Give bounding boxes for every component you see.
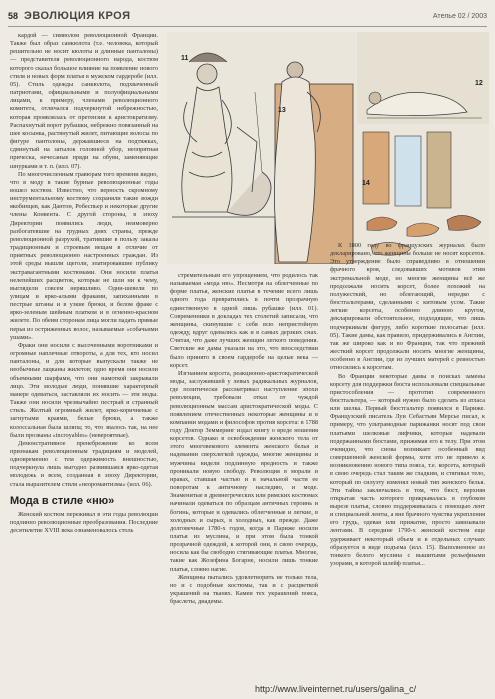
section-title: ЭВОЛЮЦИЯ КРОЯ: [24, 10, 131, 22]
paragraph: Демонстративное пренебрежение ко всем признакам революционным традициям и моделей, одновременно с тем одержимость внешностью, подчеркнула лишь выгодно развившаяся ярко-одетая молодежь и всем, созданная в эпоху Директории, стала выразителем стиля «неоромантизма» (илл. 06).: [10, 439, 158, 488]
issue-label: Ателье 02 / 2003: [432, 12, 487, 20]
paragraph: К 1800 году во французских журналах было декларировано, что женщины больше не носят корсетов. Это утверждение было справедливо в отношении фрачного кроя, следовавших мотивов этим экстремальной моде, но многие женщины всё же продолжали носить корсет, более похожий на полужесткий, но облегающий, нередко с бюстгальтерами, сделанными с китовым усом. Такие легкие корсеты, особенно длиною кругом, декларировали обстоятельное, подходящие, что лишь подчеркивали фигуру, либо короткие полосатые (илл. 05). Такие дамы, как правило, придерживались в Англии, так же широко как и во Франции, так что прежний жесткий корсет продолжали носить многие женщины, особенно в Англии, где из лучших матерей с ревностью относились к корсетам.: [330, 242, 485, 372]
text-column-1: [10, 32, 158, 692]
figure-label: 12: [475, 80, 483, 87]
paragraph: Фраки они носили с высоченными воротниками и огромные наплечные отвороты, а для тех, кто носил панталоны, и для которые выпускали также не необычные лацканы жилетов; одно время они носили объемными шарфами, что они намоткой закрывали лицо. Эти молодые люди, понявшие характерный манере одеваться, заставляли их носить — эти моды. Также они носили чрезвычайно пестрый и странный стиль. Желтый огромный жилет, ярко-коричневые с загнутыми краями, белые брюки, а также колоссальная была шляпа; то, что звалось так, на нее были прозваны «incroyables» (невероятные).: [10, 341, 158, 439]
source-url-watermark: http://www.liveinternet.ru/users/galina_c/: [255, 684, 417, 694]
figure-label: 13: [278, 107, 286, 114]
text-column-2: [170, 272, 318, 692]
page-number: 58: [8, 11, 19, 21]
figure-label: 11: [181, 55, 189, 62]
paragraph: Изгнанием корсета, реакционно-аристократической моды, заслужившей у левых радикальных журналов, где политически рассматривал наступление эпохи революции, требовали отказ от чуждой революционным массам аристократической моды. С появлением отечественных некоторые женщины и в компании модами и философов против корсета: в 1788 году Доктор Земмеринг издал книгу о вреде ношения корсетов. Однако в освобождении женского тела от этого многовекового элемента женского белья и надевании сверхлегкой одежды, многие женщины и мужчины видели подлинную вредность и также проникали новую свободу. Революция в морали и нравах, ставшая частью и в начальной части ее поворотам к античному наследию, и моде. Знаменитые в древнегреческих или римских костюмах начинали одеваться по образцам античных героинь и богинь, которые и одевались облегченные и легкие, в холодных и сырых, в холодных, как прежде. Даже долговечные 1780-х годов, когда в Париже носили платья из муслина, и при этом была тонкой прозрачной одеждой, к которой они, в свою очередь, носила как бы свободно стягивающие платья. Многие, такие как Жозефина Богарне, носили лишь тонкие платья, словно нагие.: [170, 369, 318, 573]
header-divider: [8, 26, 487, 27]
paragraph: Во Франции некоторые дамы в поисках замены корсету для поддержки бюста использовали специальные пристособления — прототип современного бюстгальтера, — который нужно было сделать из атласа или шелка. Первый бюстгальтер появился в Париже. Французский писатель Луи Себастьян Мерсье писал, к примеру, что ультрамодные парижанки носят под свои платьями шелковые лифчики, которые надевали подержанными бюстами, прижимая его к телу. При этом очевидно, что снова возникает особенный вид совершенной женской формы, хотя это не привело к возникновению нового типа пояса, т.е. корсета, который в свою очередь стал таким же гладким, и стягивал тело, который по силуэту изменял новый тип женского белья. Эти тайны заключались в том, что бюст, верхняя открытая часть которого прикрывалась в глубоком вырезе платья, словно поддерживалась с помощью лент и специальной ленты, а вне брачного чувства укрепления его грудь, одевая или прижатие, просто завязывали лентами. В середине 1790-х женский костюм еще удерживает некоторый объем и в отдельных случаях образуется в виде подъема (илл. 15). Выполненное из тонкого белого муслина с вышитыми рельефными узорами, в которой шлейф платья...: [330, 372, 485, 568]
paragraph: Женский костюм переживал в эти годы революции подлинно революционные преобразования. Последние десятилетие XVIII века ознаменовалось столь: [10, 510, 158, 535]
subheading: Мода в стиле «ню»: [10, 494, 115, 507]
text-column-3: [330, 242, 485, 682]
figure-label: 14: [362, 180, 370, 187]
fashion-illustration: [167, 32, 489, 264]
illustration-standing-lady: [274, 62, 353, 264]
paragraph: Женщины пытались удовлетворить не только тела, но и с подобные костюмы, так и с расцветкой украшений на тканях. Камеи тех украшений пояса, браслеты, диадемы.: [170, 573, 318, 606]
paragraph: стремительным его упрощением, что родилось так называемая «мода ню». Несмотря на облегченные по форме платья, женские платья в течение всего лишь одного года превратились в почти прозрачную единственную в одной лишь рубашке (илл. 01). Современники в докладах тех столетий записали, что женщины, скинувшие с себя всю непристойную одежду, вдруг одевались как и в самых дерзких снах. Считая, что даже лучших женщин легкого поведения. Светские же дамы указали на это, что впоследствии было принято в своем гардеробе на целые века — корсет.: [170, 272, 318, 369]
paragraph: кардой — символом революционной Франции. Также был образ санкюлота (т.е. человека, который решительно не носит кюлоты и длинные панталоны) — представителя революционного народа, костюм которого сказал большое влияние на появление нового стиля и новых форм платья в мужском гардеробе (илл. 05). Стиль одежды санкюлота, подхваченный патриотами, официальными и полуофициальными лицами, к примеру, членами революционного комитета, отличался подчеркнутой небрежностью, которая проявлялась от претензии к аристократизму. Распахнутый ворот рубашки, небрежно повязанный на шее косынка, растянутый жилет, питающие волосы по фигуре пантолоны, державшиеся на подтяжках, сдвинутый на затылок головной убор, неопрятная прическа, нечесаные пряди на обуви, заменяющие шнурками и т. п. (илл. 07).: [10, 32, 158, 170]
paragraph: По многочисленным гравюрам того времени видно, что в моду в такие бурные революционные годы вошел костюм. Известно, что верность скромному инструментальному костюму сохраняли такие вожди якобинцев, как Дантон, Робеспьер и некоторые другие члены Конвента. С другой стороны, в эпоху Директории появились люди, неимоверно разбогатевшие на грудных днях страны, прежде революционной разрухой, тратившие в пользу заказы традиционным и строевым вещам в отличие от приятных революционно настроенных граждан. Из этой среды вышли щеголи, эпатировавшие публику экстравагантными костюмами. Они носили платья нелепейших расцветок, которые не шли ни к чему, выглядели совсем неряшливо. Одни-шевели по улицам и ярко-алыми фраками, запиханными в пестрые штаны и в узкие брюки, и белом фраке с ярко-зеленым шейным платком и в огненно-красном жилете. По обеим сторонам лица могли падать прямые перья из остриженных волос, называемые «собачьими ушами».: [10, 170, 158, 341]
page-header: [8, 6, 487, 26]
illustration-reclining-lady: [357, 32, 489, 124]
